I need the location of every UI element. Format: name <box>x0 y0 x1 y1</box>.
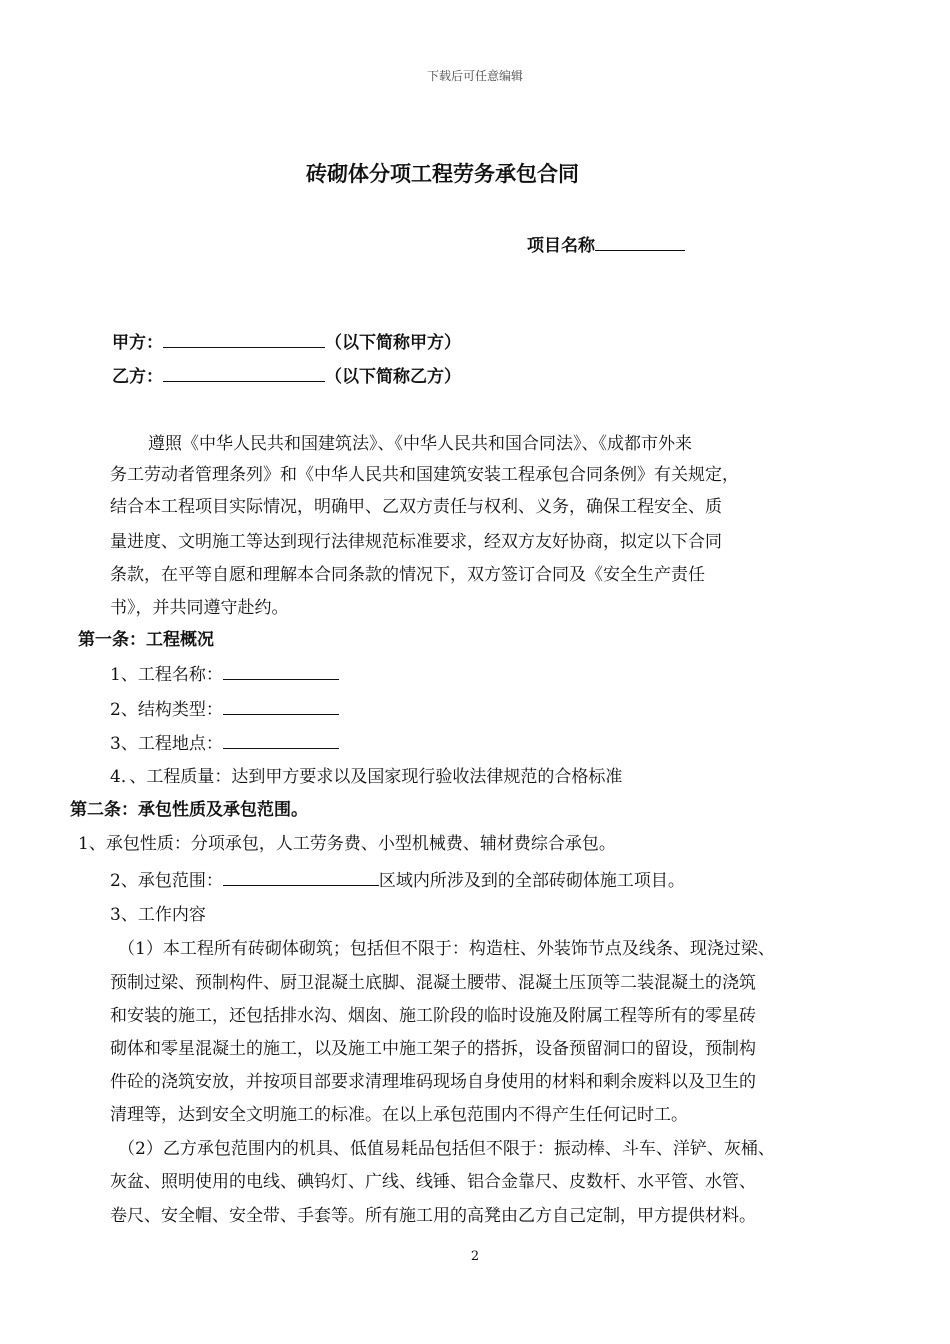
party-b-label: 乙方： <box>112 367 163 387</box>
party-b-line <box>112 364 461 389</box>
document-title: 砖砌体分项工程劳务承包合同 <box>306 161 579 186</box>
article2-heading: 第二条：承包性质及承包范围。 <box>70 800 308 820</box>
preamble-line: 遵照《中华人民共和国建筑法》、《中华人民共和国合同法》、《成都市外来 <box>148 434 692 454</box>
project-name-label: 项目名称 <box>527 236 595 256</box>
work-content-para1-line: 清理等，达到安全文明施工的标准。在以上承包范围内不得产生任何记时工。 <box>110 1105 688 1125</box>
preamble-line: 书》，并共同遵守赴约。 <box>110 598 289 618</box>
article1-item1 <box>110 662 339 687</box>
party-a-label: 甲方： <box>112 333 163 353</box>
article2-item1: 1、承包性质：分项承包，人工劳务费、小型机械费、辅材费综合承包。 <box>78 834 616 854</box>
item-suffix: 区域内所涉及到的全部砖砌体施工项目。 <box>378 871 685 891</box>
project-name-blank <box>595 233 685 251</box>
item-blank <box>223 731 339 749</box>
work-content-para2-line: （2）乙方承包范围内的机具、低值易耗品包括但不限于：振动棒、斗车、洋铲、灰桶、 <box>118 1139 775 1159</box>
preamble-line: 量进度、文明施工等达到现行法律规范标准要求，经双方友好协商，拟定以下合同 <box>110 532 722 552</box>
article1-item2 <box>110 697 339 722</box>
work-content-para1-line: 砌体和零星混凝土的施工，以及施工中施工架子的搭拆，设备预留洞口的留设，预制构 <box>110 1039 756 1059</box>
item-label: 2、结构类型： <box>110 700 223 720</box>
work-content-para2-line: 卷尺、安全帽、安全带、手套等。所有施工用的高凳由乙方自己定制，甲方提供材料。 <box>110 1206 756 1226</box>
preamble-line: 条款，在平等自愿和理解本合同条款的情况下，双方签订合同及《安全生产责任 <box>110 565 705 585</box>
article1-heading: 第一条：工程概况 <box>78 630 214 650</box>
item-blank <box>223 868 379 886</box>
preamble-line: 结合本工程项目实际情况，明确甲、乙双方责任与权利、义务，确保工程安全、质 <box>110 497 722 517</box>
work-content-para1-line: 预制过梁、预制构件、厨卫混凝土底脚、混凝土腰带、混凝土压顶等二装混凝土的浇筑 <box>110 973 756 993</box>
preamble-line: 务工劳动者管理条列》和《中华人民共和国建筑安装工程承包合同条例》有关规定， <box>110 465 739 485</box>
party-a-line <box>112 330 461 355</box>
item-label: 1、工程名称： <box>110 665 223 685</box>
item-label: 2、承包范围： <box>110 871 223 891</box>
article2-item3: 3、工作内容 <box>110 905 206 925</box>
download-note: 下载后可任意编辑 <box>426 69 523 83</box>
item-blank <box>223 697 339 715</box>
article1-item4: 4．、工程质量：达到甲方要求以及国家现行验收法律规范的合格标准 <box>110 767 623 787</box>
work-content-para1-line: 件砼的浇筑安放，并按项目部要求清理堆码现场自身使用的材料和剩余废料以及卫生的 <box>110 1072 756 1092</box>
item-label: 3、工程地点： <box>110 734 223 754</box>
page-number: 2 <box>470 1249 480 1264</box>
article1-item3 <box>110 731 339 756</box>
party-b-suffix: （以下简称乙方） <box>325 367 461 387</box>
party-b-blank <box>163 364 325 382</box>
party-a-blank <box>163 330 325 348</box>
work-content-para1-line: 和安装的施工，还包括排水沟、烟囱、施工阶段的临时设施及附属工程等所有的零星砖 <box>110 1006 756 1026</box>
article2-item2 <box>110 868 685 893</box>
party-a-suffix: （以下简称甲方） <box>325 333 461 353</box>
work-content-para1-line: （1）本工程所有砖砌体砌筑；包括但不限于：构造柱、外装饰节点及线条、现浇过梁、 <box>118 939 775 959</box>
work-content-para2-line: 灰盆、照明使用的电线、碘钨灯、广线、线锤、铝合金靠尺、皮数杆、水平管、水管、 <box>110 1172 756 1192</box>
project-name-field <box>527 231 685 256</box>
item-blank <box>223 662 339 680</box>
